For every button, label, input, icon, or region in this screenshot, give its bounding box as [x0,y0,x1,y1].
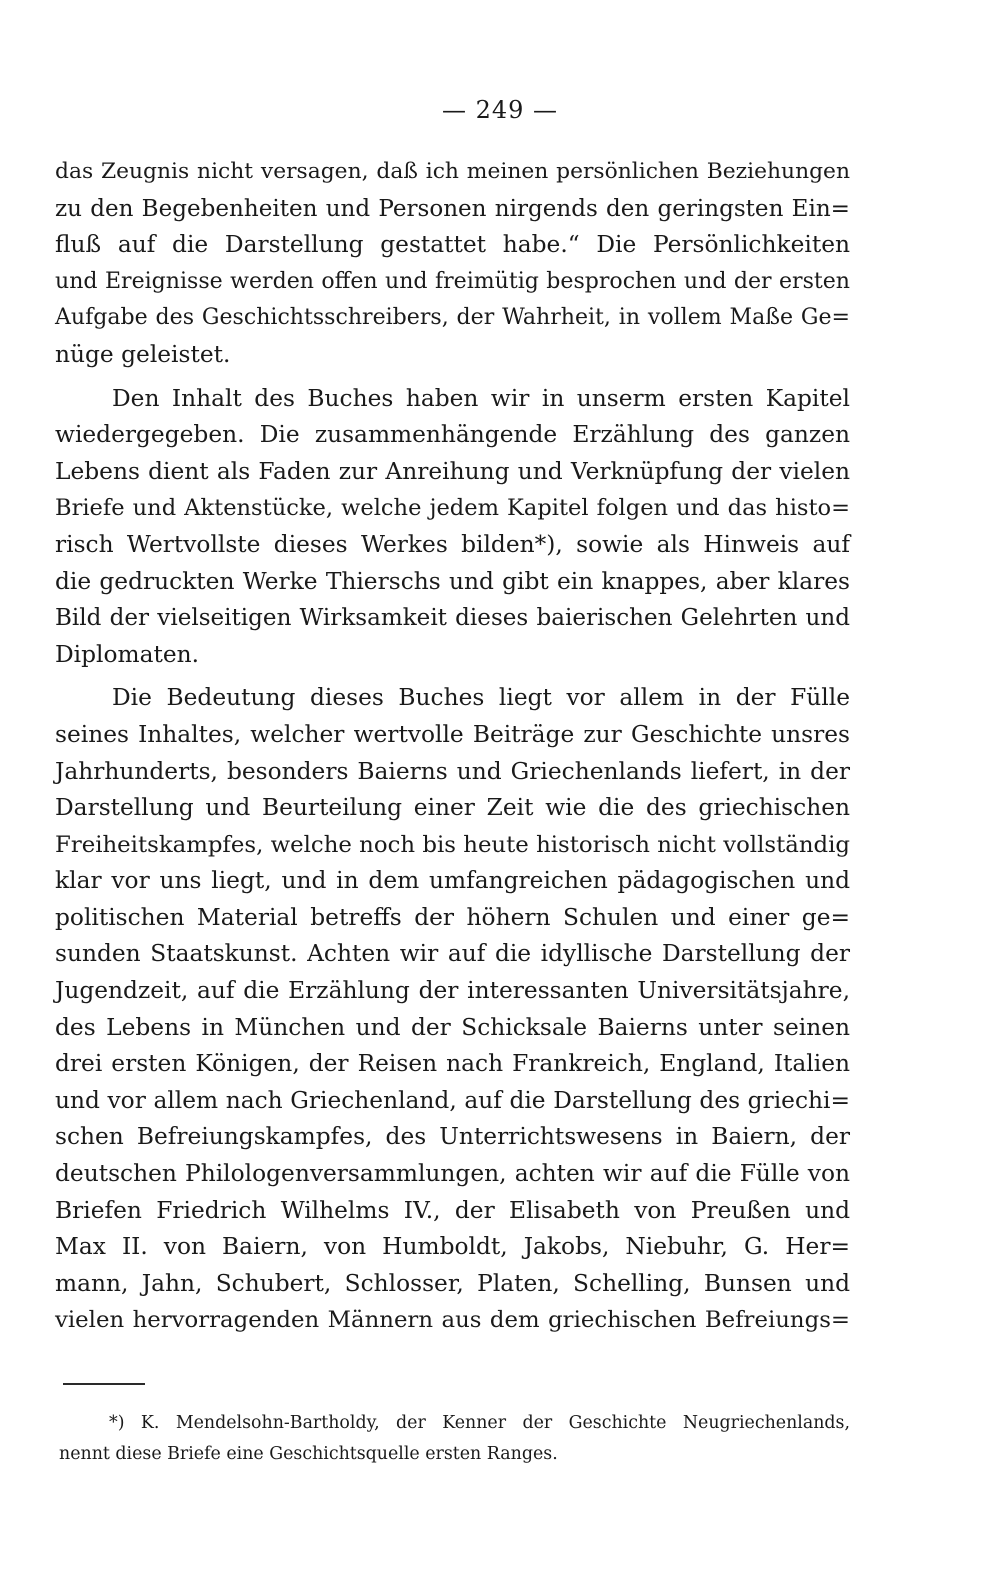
text-line: seines Inhaltes, welcher wertvolle Beiträge zur Geschichte unsres [55,720,850,748]
paragraph-gap [55,673,850,680]
text-line: des Lebens in München und der Schicksale Baierns unter seinen [55,1013,850,1041]
page-number: — 249 — [441,96,559,124]
text-line: deutschen Philologenversammlungen, achten wir auf die Fülle von [55,1160,850,1188]
text-line: und Ereignisse werden offen und freimütig besprochen und der ersten [55,268,850,294]
paragraph-gap [55,374,850,381]
text-line: zu den Begebenheiten und Personen nirgends den geringsten Ein= [55,195,850,222]
text-line: die gedruckten Werke Thierschs und gibt ein knappes, aber klares [55,567,850,595]
footnote-divider [63,1383,145,1385]
paragraph-2 [55,381,850,674]
text-line: drei ersten Königen, der Reisen nach Frankreich, England, Italien [55,1050,850,1078]
text-line: Jahrhunderts, besonders Baierns und Griechenlands liefert, in der [55,757,850,785]
text-line: fluß auf die Darstellung gestattet habe.“ Die Persönlichkeiten [55,231,850,259]
body-text [55,154,850,1339]
text-line: risch Wertvollste dieses Werkes bilden*), sowie als Hinweis auf [55,530,850,558]
text-line: Die Bedeutung dieses Buches liegt vor allem in der Fülle [112,684,850,712]
text-line: Briefe und Aktenstücke, welche jedem Kapitel folgen und das histo= [55,495,850,522]
text-line: vielen hervorragenden Männern aus dem griechischen Befreiungs= [55,1307,850,1334]
paragraph-1 [55,154,850,374]
text-line: wiedergegeben. Die zusammenhängende Erzählung des ganzen [55,421,850,449]
text-line: und vor allem nach Griechenland, auf die Darstellung des griechi= [55,1086,850,1114]
text-line: klar vor uns liegt, und in dem umfangreichen pädagogischen und [55,867,850,895]
text-line: Bild der vielseitigen Wirksamkeit dieses baierischen Gelehrten und [55,605,850,632]
footnote-line: nennt diese Briefe eine Geschichtsquelle ersten Ranges. [59,1444,558,1464]
text-line: Briefen Friedrich Wilhelms IV., der Elisabeth von Preußen und [55,1196,850,1224]
text-line: mann, Jahn, Schubert, Schlosser, Platen, Schelling, Bunsen und [55,1269,850,1297]
footnote-line: *) K. Mendelsohn-Bartholdy, der Kenner der Geschichte Neugriechenlands, [109,1413,850,1433]
text-line: sunden Staatskunst. Achten wir auf die idyllische Darstellung der [55,940,850,968]
text-line: schen Befreiungskampfes, des Unterrichtswesens in Baiern, der [55,1123,850,1151]
text-line: nüge geleistet. [55,340,231,368]
footnote [59,1408,850,1470]
paragraph-3 [55,680,850,1339]
text-line: Jugendzeit, auf die Erzählung der interessanten Universitätsjahre, [55,977,850,1005]
text-line: Max II. von Baiern, von Humboldt, Jakobs, Niebuhr, G. Her= [55,1233,850,1261]
text-line: Den Inhalt des Buches haben wir in unserm ersten Kapitel [112,384,850,412]
text-line: das Zeugnis nicht versagen, daß ich meinen persönlichen Beziehungen [55,159,850,184]
text-line: Lebens dient als Faden zur Anreihung und Verknüpfung der vielen [55,457,850,485]
text-line: politischen Material betreffs der höhern Schulen und einer ge= [55,903,850,931]
text-line: Aufgabe des Geschichtsschreibers, der Wahrheit, in vollem Maße Ge= [55,305,850,331]
text-line: Diplomaten. [55,640,200,668]
text-line: Darstellung und Beurteilung einer Zeit wie die des griechischen [55,794,850,822]
text-line: Freiheitskampfes, welche noch bis heute historisch nicht vollständig [55,831,850,858]
